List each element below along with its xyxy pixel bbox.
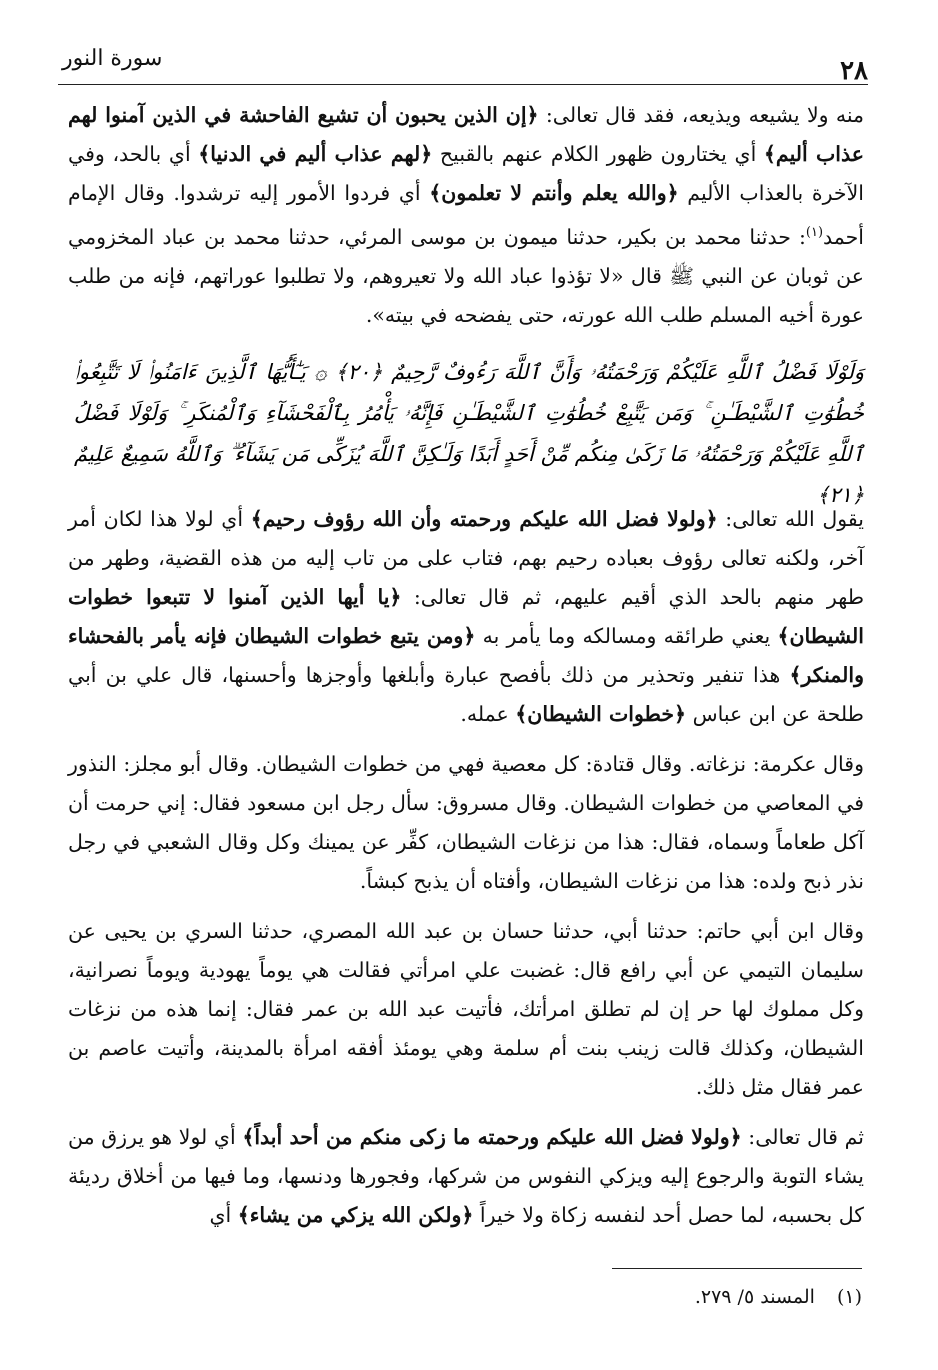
text-run: ثم قال تعالى: <box>741 1125 864 1149</box>
text-run: يقول الله تعالى: <box>717 507 864 531</box>
text-run: أي لولا هذا لكان أمر آخر، ولكنه تعالى رؤوف بعباده رحيم بهم، فتاب على من تاب إليه من هذه القضية، وطهر من طهر منهم بالحد الذي أقيم عليهم، ثم قال تعالى: <box>68 507 865 609</box>
footnote-reference[interactable]: (١) <box>805 225 824 240</box>
quran-quote: ﴿ولولا فضل الله عليكم ورحمته وأن الله رؤوف رحيم﴾ <box>250 507 718 531</box>
running-title: سورة النور <box>62 46 163 71</box>
text-run: أي يختارون ظهور الكلام عنهم بالقبيح <box>432 142 764 166</box>
quran-quote: ﴿خطوات الشيطان﴾ <box>515 702 687 726</box>
paragraph-1 <box>68 96 864 335</box>
text-run: : حدثنا محمد بن بكير، حدثنا ميمون بن موسى المرئي، حدثنا محمد بن عباد المخزومي عن ثوبان عن النبي ﷺ قال «لا تؤذوا عباد الله ولا تعيروهم، ولا تطلبوا عوراتهم، فإنه من طلب عورة أخيه المسلم طلب الله عورته، حتى يفضحه في بيته». <box>68 224 864 327</box>
page-body <box>68 96 864 335</box>
quran-quote: ﴿إن الذين يحبون أن تشيع الفاحشة في الذين آمنوا لهم عذاب أليم﴾ <box>68 103 864 166</box>
text-run: أي <box>209 1203 238 1227</box>
quran-quote: ﴿ومن يتبع خطوات الشيطان فإنه يأمر بالفحشاء والمنكر﴾ <box>68 624 864 687</box>
footnote-divider <box>612 1268 862 1269</box>
text-run: عمله. <box>460 702 516 726</box>
page-body-continued <box>68 500 864 1235</box>
quran-quote: ﴿ولولا فضل الله عليكم ورحمته ما زكى منكم من أحد أبداً﴾ <box>242 1125 742 1149</box>
text-run: هذا تنفير وتحذير من ذلك بأفصح عبارة وأبلغها وأوجزها وأحسنها، قال علي بن أبي طلحة عن ابن عباس <box>68 663 864 726</box>
paragraph-4: وقال ابن أبي حاتم: حدثنا أبي، حدثنا حسان بن عبد الله المصري، حدثنا السري بن يحيى عن سليمان التيمي عن أبي رافع قال: غضبت علي امرأتي فقالت هي يوماً يهودية ويوماً نصرانية، وكل مملوك لها حر إن لم تطلق امرأتك، فأتيت عبد الله بن عمر فقال: إنما هذه من نزغات الشيطان، وكذلك قالت زينب بنت أم سلمة وهي يومئذ أفقه امرأة بالمدينة، وأتيت عاصم بن عمر فقال مثل ذلك. <box>68 919 864 1099</box>
quran-verse-block: وَلَوْلَا فَضْلُ ٱللَّهِ عَلَيْكُمْ وَرَحْمَتُهُۥ وَأَنَّ ٱللَّهَ رَءُوفٌ رَّحِيمٌ ﴿٢٠﴾ ۞ يَـٰٓأَيُّهَا ٱلَّذِينَ ءَامَنُوا۟ لَا تَتَّبِعُوا۟ خُطُوَٰتِ ٱلشَّيْطَـٰنِ ۚ وَمَن يَتَّبِعْ خُطُوَٰتِ ٱلشَّيْطَـٰنِ فَإِنَّهُۥ يَأْمُرُ بِٱلْفَحْشَآءِ وَٱلْمُنكَرِ ۚ وَلَوْلَا فَضْلُ ٱللَّهِ عَلَيْكُمْ وَرَحْمَتُهُۥ مَا زَكَىٰ مِنكُم مِّنْ أَحَدٍ أَبَدًا وَلَـٰكِنَّ ٱللَّهَ يُزَكِّى مَن يَشَآءُ ۗ وَٱللَّهُ سَمِيعٌ عَلِيمٌ ﴿٢١﴾ <box>74 360 864 507</box>
footnote-marker: (١) <box>836 1286 862 1308</box>
paragraph-3: وقال عكرمة: نزغاته. وقال قتادة: كل معصية فهي من خطوات الشيطان. وقال أبو مجلز: النذور في المعاصي من خطوات الشيطان. وقال مسروق: سأل رجل ابن مسعود فقال: إني حرمت أن آكل طعاماً وسماه، فقال: هذا من نزغات الشيطان، كفِّر عن يمينك وكل وقال الشعبي في رجل نذر ذبح ولده: هذا من نزغات الشيطان، وأفتاه أن يذبح كبشاً. <box>68 752 864 893</box>
paragraph-5 <box>68 1118 864 1235</box>
footnote-text: المسند ٥/ ٢٧٩. <box>694 1286 815 1308</box>
text-run: يعني طرائقه ومسالكه وما يأمر به <box>475 624 778 648</box>
quran-quote: ﴿لهم عذاب أليم في الدنيا﴾ <box>198 142 433 166</box>
quran-quote: ﴿يا أيها الذين آمنوا لا تتبعوا خطوات الشيطان﴾ <box>68 585 864 648</box>
text-run: أي لولا هو يرزق من يشاء التوبة والرجوع إليه ويزكي النفوس من شركها، وفجورها ودنسها، وما فيها من أخلاق رديئة كل بحسبه، لما حصل أحد لنفسه زكاة ولا خيراً <box>68 1125 864 1227</box>
quran-quote: ﴿والله يعلم وأنتم لا تعلمون﴾ <box>429 181 679 205</box>
footnote <box>500 1280 862 1314</box>
page-number: ٢٨ <box>840 56 868 86</box>
text-run: أي فردوا الأمور إليه ترشدوا. وقال الإمام أحمد <box>68 181 864 249</box>
text-run: أي بالحد، وفي الآخرة بالعذاب الأليم <box>68 142 864 205</box>
text-run: منه ولا يشيعه ويذيعه، فقد قال تعالى: <box>538 103 864 127</box>
quran-quote: ﴿ولكن الله يزكي من يشاء﴾ <box>237 1203 474 1227</box>
page-header <box>58 38 868 86</box>
header-divider <box>58 84 868 85</box>
paragraph-2 <box>68 500 864 734</box>
